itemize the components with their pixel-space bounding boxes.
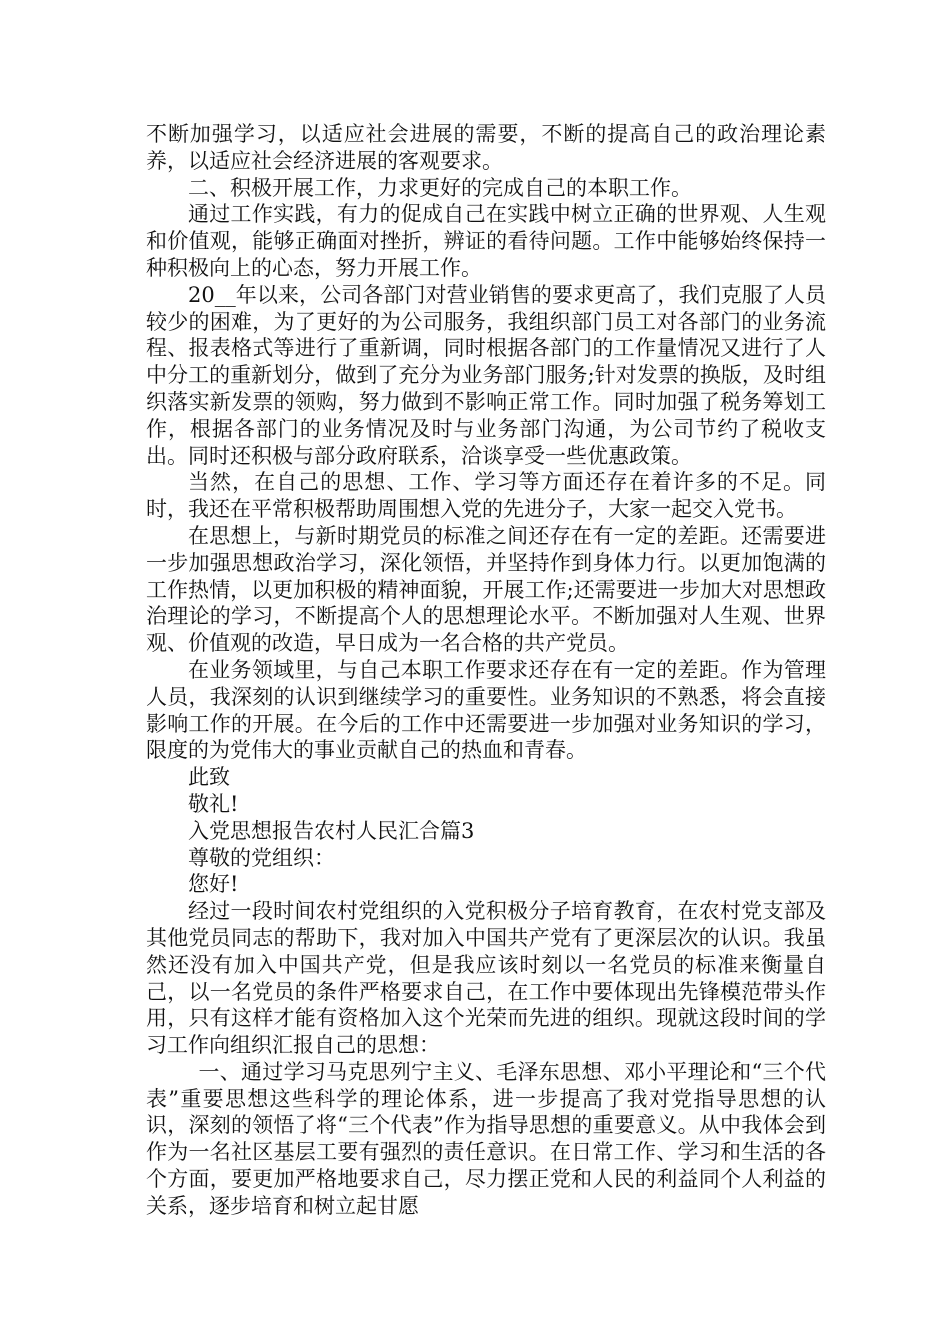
- paragraph-thought-gap: 在思想上，与新时期党员的标准之间还存在有一定的差距。还需要进一步加强思想政治学习，深化领悟，并坚持作到身体力行。以更加饱满的工作热情，以更加积极的精神面貌，开展工作;还需要进一步加大对思想政治理论的学习，不断提高个人的思想理论水平。不断加强对人生观、世界观、价值观的改造，早日成为一名合格的共产党员。: [146, 523, 826, 656]
- letter-hello: 您好!: [188, 872, 239, 897]
- paragraph-theory-study: 一、通过学习马克思列宁主义、毛泽东思想、邓小平理论和“三个代表”重要思想这些科学的理论体系，进一步提高了我对党指导思想的认识，深刻的领悟了将“三个代表”作为指导思想的重要意义。从中我体会到作为一名社区基层工要有强烈的责任意识。在日常工作、学习和生活的各个方面，要更加严格地要求自己，尽力摆正党和人民的利益同个人利益的关系，逐步培育和树立起甘愿: [146, 1059, 826, 1218]
- paragraph-work-practice: 通过工作实践，有力的促成自己在实践中树立正确的世界观、人生观和价值观，能够正确面对挫折，辨证的看待问题。工作中能够始终保持一种积极向上的心态，努力开展工作。: [146, 202, 826, 280]
- letter-greeting: 尊敬的党组织：: [188, 845, 335, 870]
- paragraph-heading-work: 二、积极开展工作，力求更好的完成自己的本职工作。: [188, 175, 692, 200]
- paragraph-shortcomings: 当然，在自己的思想、工作、学习等方面还存在着许多的不足。同时，我还在平常积极帮助周围想入党的先进分子，大家一起交入党书。: [146, 470, 826, 522]
- section-title: 入党思想报告农村人民汇合篇3: [188, 818, 475, 843]
- paragraph-company-work: 20__年以来，公司各部门对营业销售的要求更高了，我们克服了人员较少的困难，为了更好的为公司服务，我组织部门员工对各部门的业务流程、报表格式等进行了重新调，同时根据各部门的工作量情况又进行了人中分工的重新划分，做到了充分为业务部门服务;针对发票的换版，及时组织落实新发票的领购，努力做到不影响正常工作。同时加强了税务筹划工作，根据各部门的业务情况及时与业务部门沟通，为公司节约了税收支出。同时还积极与部分政府联系，洽谈享受一些优惠政策。: [146, 282, 826, 468]
- paragraph-study-continuation: 不断加强学习，以适应社会进展的需要，不断的提高自己的政治理论素养，以适应社会经济进展的客观要求。: [146, 122, 826, 173]
- paragraph-business-gap: 在业务领域里，与自己本职工作要求还存在有一定的差距。作为管理人员，我深刻的认识到继续学习的重要性。业务知识的不熟悉，将会直接影响工作的开展。在今后的工作中还需要进一步加强对业务知识的学习，限度的为党伟大的事业贡献自己的热血和青春。: [146, 657, 826, 763]
- document-page: [146, 121, 826, 1220]
- paragraph-rural-education: 经过一段时间农村党组织的入党积极分子培育教育，在农村党支部及其他党员同志的帮助下，我对加入中国共产党有了更深层次的认识。我虽然还没有加入中国共产党，但是我应该时刻以一名党员的标准来衡量自己，以一名党员的条件严格要求自己，在工作中要体现出先锋模范带头作用，只有这样才能有资格加入这个光荣而先进的组织。现就这段时间的学习工作向组织汇报自己的思想：: [146, 899, 826, 1058]
- closing-regards: 敬礼!: [188, 791, 239, 816]
- closing-salutation: 此致: [188, 765, 230, 790]
